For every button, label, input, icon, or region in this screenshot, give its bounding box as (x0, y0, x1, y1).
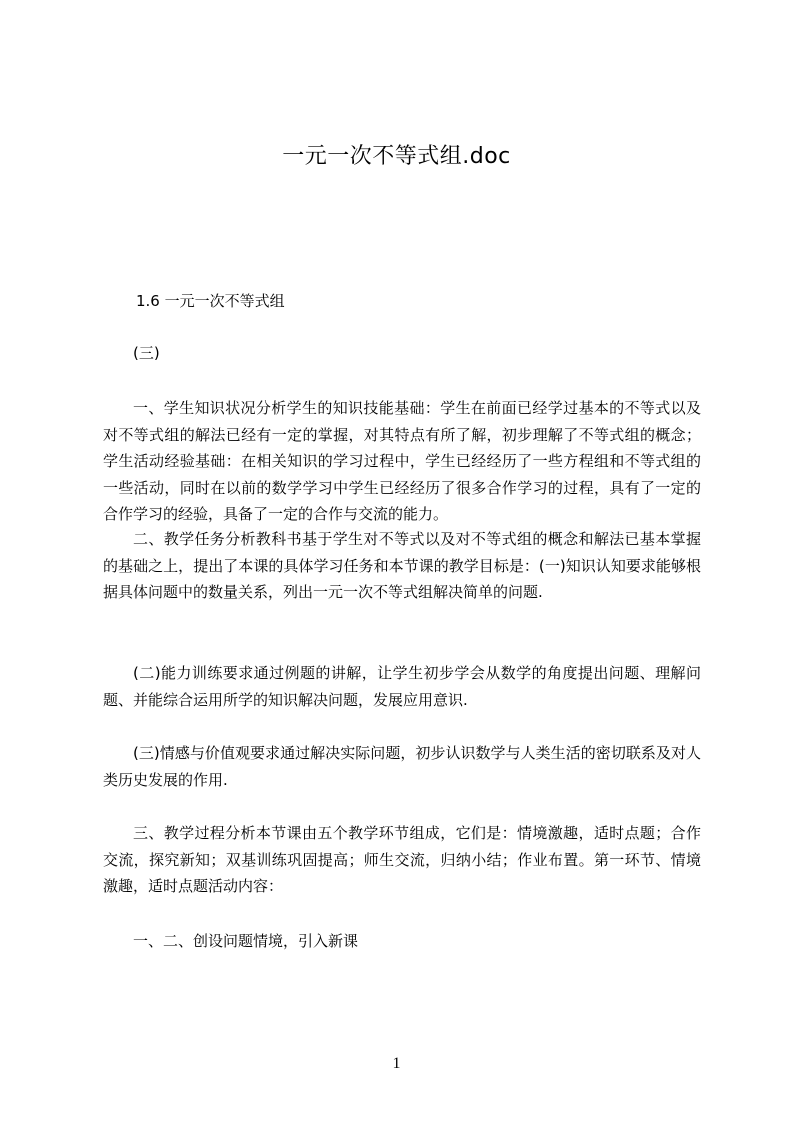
paragraph-teaching-task: 二、教学任务分析教科书基于学生对不等式以及对不等式组的概念和解法已基本掌握的基础之上，提出了本课的具体学习任务和本节课的教学目标是：(一)知识认知要求能够根据具体问题中的数量关系，列出一元一次不等式组解决简单的问题. (103, 530, 701, 601)
paragraph-create-situation: 一、二、创设问题情境，引入新课 (133, 932, 359, 950)
section-subheading: (三) (133, 344, 160, 362)
paragraph-emotion-values: (三)情感与价值观要求通过解决实际问题，初步认识数学与人类生活的密切联系及对人类历史发展的作用. (103, 744, 701, 789)
section-heading: 1.6 一元一次不等式组 (136, 292, 285, 310)
paragraph-student-analysis: 一、学生知识状况分析学生的知识技能基础：学生在前面已经学过基本的不等式以及对不等式组的解法已经有一定的掌握，对其特点有所了解，初步理解了不等式组的概念；学生活动经验基础：在相关知识的学习过程中，学生已经经历了一些方程组和不等式组的一些活动，同时在以前的数学学习中学生已经经历了很多合作学习的过程，具有了一定的合作学习的经验，具备了一定的合作与交流的能力。 (103, 399, 701, 523)
paragraph-teaching-process: 三、教学过程分析本节课由五个教学环节组成，它们是：情境激趣，适时点题；合作交流，探究新知；双基训练巩固提高；师生交流，归纳小结；作业布置。第一环节、情境激趣，适时点题活动内容： (103, 824, 701, 895)
page-number: 1 (392, 1055, 401, 1072)
document-title: 一元一次不等式组.doc (282, 144, 511, 169)
paragraph-ability-training: (二)能力训练要求通过例题的讲解，让学生初步学会从数学的角度提出问题、理解问题、并能综合运用所学的知识解决问题，发展应用意识. (103, 664, 701, 709)
